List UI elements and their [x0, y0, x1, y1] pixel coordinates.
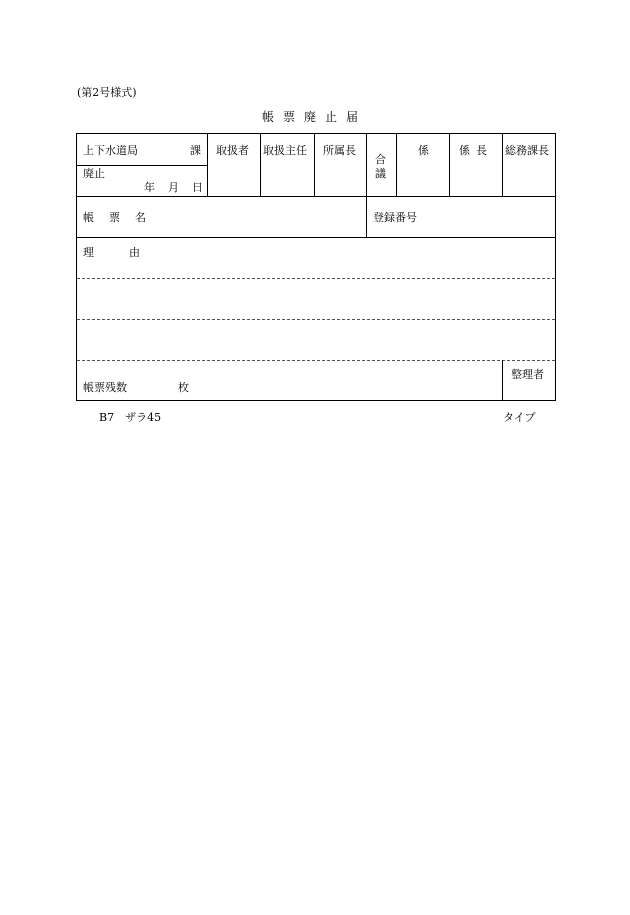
- form-title: 帳票廃止届: [262, 110, 368, 124]
- organizer-label: 整理者: [511, 368, 544, 381]
- handler-label: 取扱者: [216, 144, 249, 157]
- reason-label-2: 由: [129, 246, 140, 259]
- bureau-divider: [77, 165, 207, 166]
- dashed-line-2: [77, 319, 555, 320]
- registration-number-label: 登録番号: [373, 211, 417, 224]
- abolish-label: 廃止: [83, 167, 105, 180]
- organizer-divider: [502, 360, 503, 401]
- col-divider-4: [366, 134, 367, 237]
- general-affairs-head-label: 総務課長: [505, 144, 549, 157]
- col-divider-6: [449, 134, 450, 196]
- col-divider-3: [314, 134, 315, 196]
- abolition-form-table: [76, 133, 556, 401]
- section-label: 課: [190, 144, 201, 157]
- year-label: 年: [144, 181, 155, 194]
- form-name-label: 帳票名: [83, 211, 161, 224]
- bureau-label: 上下水道局: [83, 144, 138, 157]
- col-divider-2: [260, 134, 261, 196]
- col-divider-1: [207, 134, 208, 196]
- dept-head-label: 所属長: [323, 144, 356, 157]
- dashed-line-1: [77, 278, 555, 279]
- form-number-label: (第2号様式): [77, 86, 137, 99]
- reason-label-1: 理: [83, 246, 94, 259]
- paper-spec-label: B7 ザラ45: [99, 411, 162, 424]
- staff-label: 係: [418, 144, 429, 157]
- col-divider-7: [502, 134, 503, 196]
- sheet-unit-label: 枚: [178, 381, 189, 394]
- dashed-line-3: [77, 360, 555, 361]
- day-label: 日: [192, 181, 203, 194]
- consult-label-top: 合: [375, 153, 386, 166]
- col-divider-5: [396, 134, 397, 196]
- remaining-count-label: 帳票残数: [83, 381, 127, 394]
- consult-label-bottom: 議: [375, 167, 386, 180]
- row-divider-form-name: [77, 237, 555, 238]
- month-label: 月: [168, 181, 179, 194]
- row-divider-header: [77, 196, 555, 197]
- staff-chief-label: 係長: [459, 144, 493, 157]
- handler-chief-label: 取扱主任: [263, 144, 307, 157]
- type-label: タイプ: [503, 411, 536, 424]
